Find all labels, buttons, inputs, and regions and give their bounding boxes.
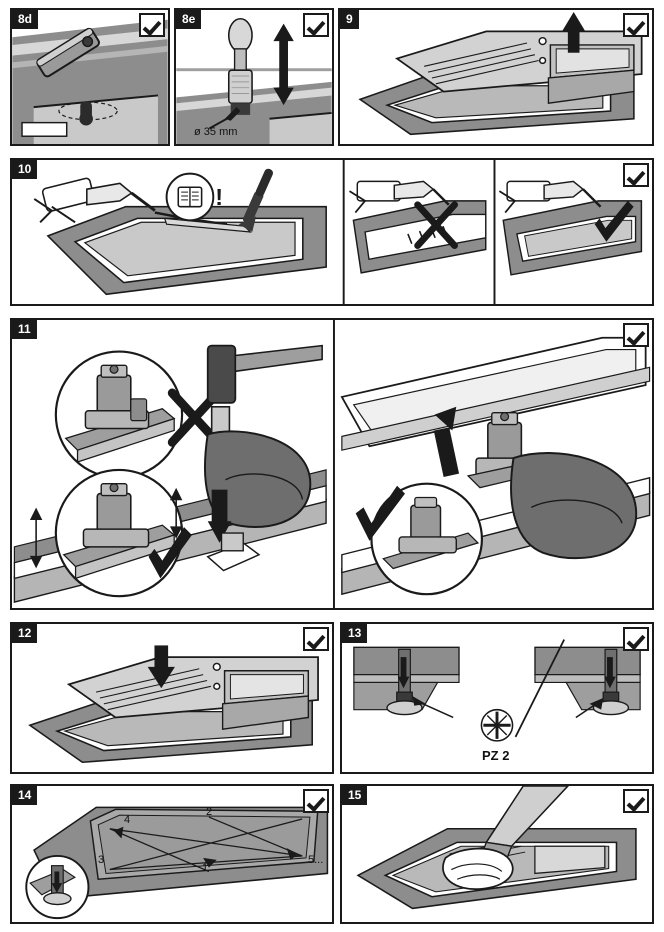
panel-11-number: 11 (12, 320, 37, 339)
panel-15-illustration (342, 786, 652, 922)
panel-9 (338, 8, 654, 146)
seq-label-1: 1 (202, 862, 209, 874)
panel-14-illustration (12, 786, 332, 922)
panel-8d-number: 8d (12, 10, 38, 29)
panel-13-number: 13 (342, 624, 367, 643)
panel-8e-check-icon (303, 13, 329, 37)
panel-12-check-icon (303, 627, 329, 651)
panel-10-illustration (12, 160, 652, 304)
panel-14 (10, 784, 334, 924)
panel-11-illustration (12, 320, 652, 608)
seq-label-5: 5... (308, 854, 324, 866)
panel-14-check-icon (303, 789, 329, 813)
panel-13-check-icon (623, 627, 649, 651)
panel-11-check-icon (623, 323, 649, 347)
panel-8d (10, 8, 170, 146)
seq-label-2: 2 (206, 806, 213, 818)
panel-9-number: 9 (340, 10, 359, 29)
pz2-label: PZ 2 (482, 748, 510, 763)
panel-11 (10, 318, 654, 610)
seq-label-3: 3 (98, 854, 105, 866)
panel-15-number: 15 (342, 786, 367, 805)
panel-8e-number: 8e (176, 10, 201, 29)
panel-9-check-icon (623, 13, 649, 37)
panel-10-check-icon (623, 163, 649, 187)
panel-8e (174, 8, 334, 146)
panel-12 (10, 622, 334, 774)
panel-15 (340, 784, 654, 924)
panel-12-illustration (12, 624, 332, 772)
panel-9-illustration (340, 10, 652, 144)
panel-13 (340, 622, 654, 774)
panel-10 (10, 158, 654, 306)
panel-10-number: 10 (12, 160, 37, 179)
panel-14-number: 14 (12, 786, 37, 805)
seq-label-4: 4 (124, 814, 131, 826)
panel-15-check-icon (623, 789, 649, 813)
panel-12-number: 12 (12, 624, 37, 643)
panel-8d-check-icon (139, 13, 165, 37)
svg-text:!: ! (215, 183, 224, 210)
diameter-label: ø 35 mm (194, 126, 238, 138)
